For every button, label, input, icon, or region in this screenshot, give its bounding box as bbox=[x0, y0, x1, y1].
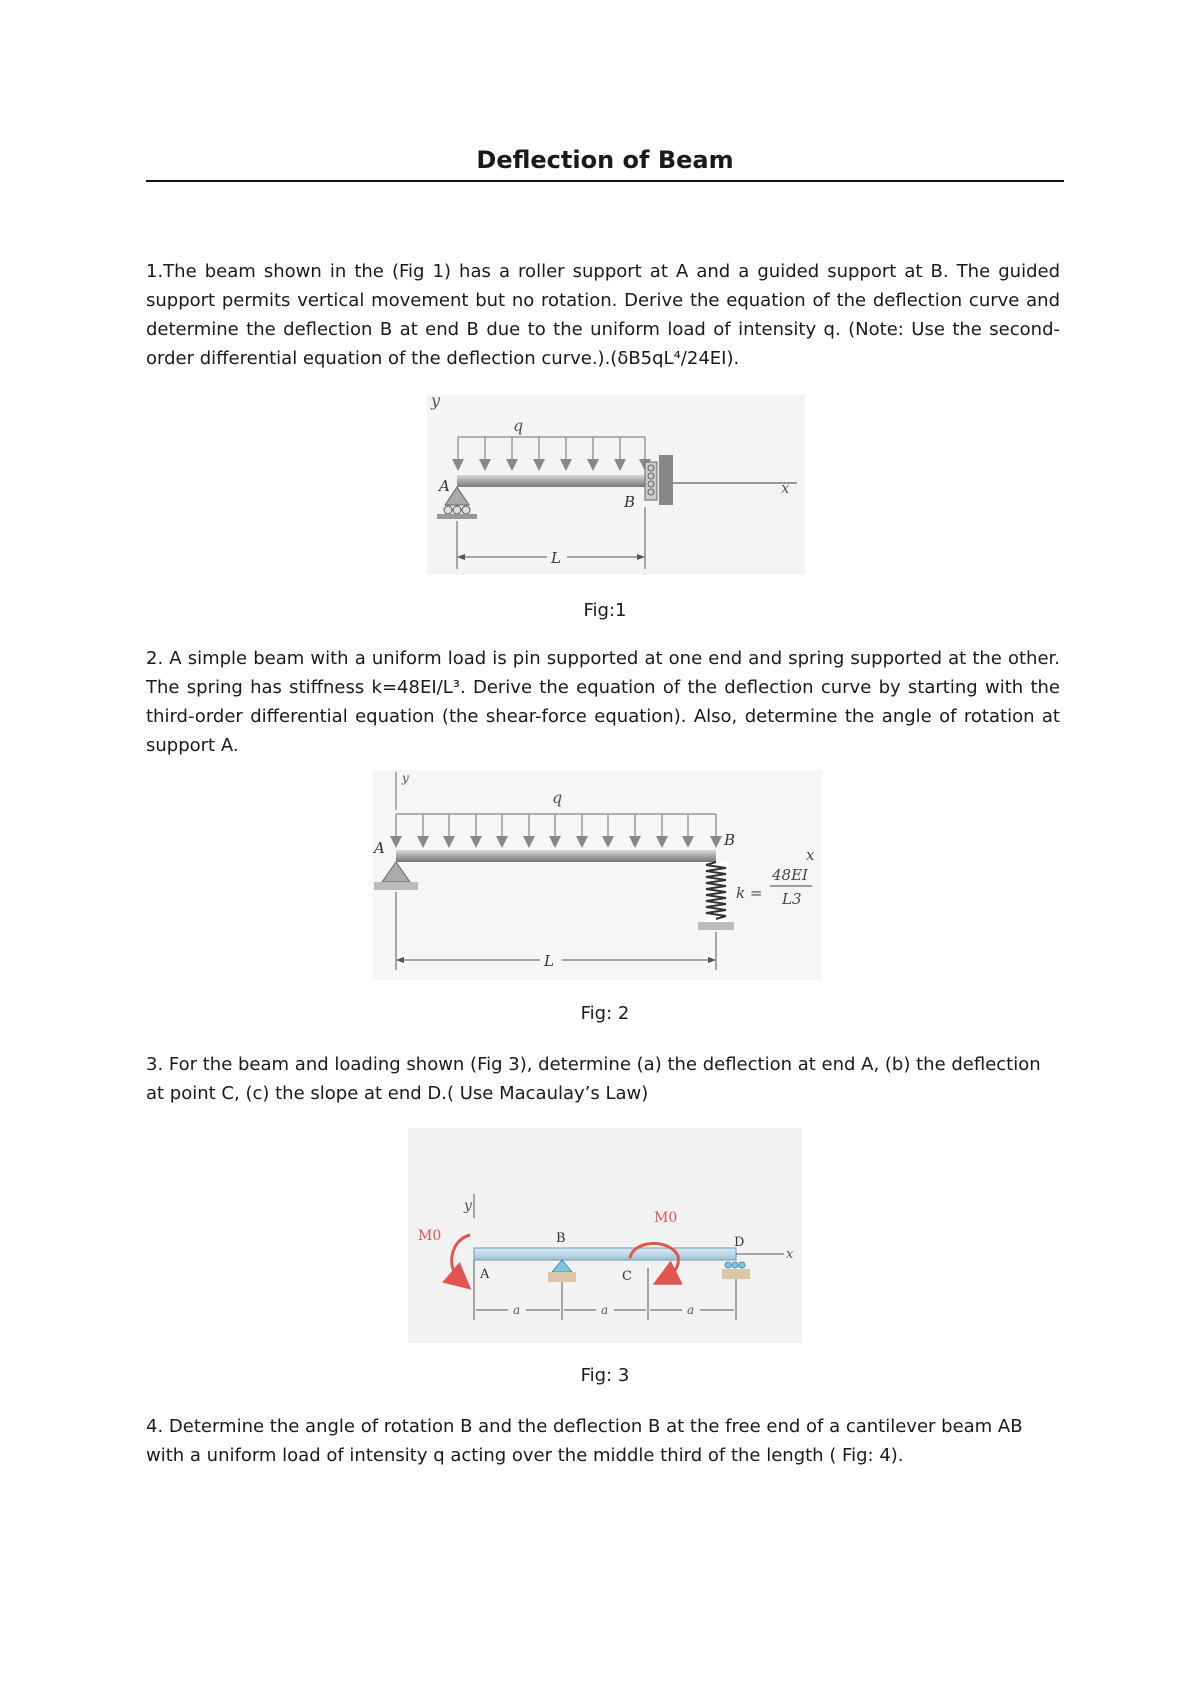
fig1-b-label: B bbox=[624, 493, 636, 511]
fig2-l-label: L bbox=[544, 952, 554, 970]
fig3-dim-a-2: a bbox=[601, 1303, 609, 1317]
fig1-a-label: A bbox=[439, 477, 450, 495]
fig2-k-denominator: L3 bbox=[782, 890, 802, 908]
fig1-l-label: L bbox=[551, 549, 561, 567]
fig2-q-label: q bbox=[552, 788, 563, 807]
figure-2 bbox=[372, 770, 822, 980]
fig3-c-label: C bbox=[622, 1269, 632, 1284]
problem-4-text: 4. Determine the angle of rotation B and the deflection B at the free end of a cantilever beam AB with a uniform load of intensity q acting over the middle third of the length ( Fig: 4). bbox=[146, 1416, 1023, 1466]
fig2-b-label: B bbox=[724, 831, 736, 849]
fig3-dim-a-1: a bbox=[513, 1303, 521, 1317]
fig3-support-d bbox=[725, 1262, 745, 1268]
fig1-wall bbox=[659, 455, 673, 505]
fig1-x-label: x bbox=[781, 479, 790, 497]
figure-3 bbox=[408, 1128, 802, 1343]
page-title: Deflection of Beam bbox=[476, 146, 734, 174]
fig2-a-label: A bbox=[374, 839, 385, 857]
fig3-a-label: A bbox=[480, 1267, 490, 1282]
fig1-beam bbox=[457, 475, 645, 487]
fig3-x-label: x bbox=[786, 1247, 794, 1262]
fig3-b-label: B bbox=[556, 1231, 566, 1246]
figure-3-caption: Fig: 3 bbox=[580, 1365, 630, 1386]
problem-1-text: 1.The beam shown in the (Fig 1) has a roller support at A and a guided support at B. The guided support permits vertical movement but no rotation. Derive the equation of the deflection curve and determine the deflection B at end B due to the uniform load of intensity q. (Note: Use the second-order differential equation of the deflection curve.).(δB5qL⁴/24EI). bbox=[146, 261, 1060, 369]
fig2-k-numerator: 48EI bbox=[772, 866, 808, 884]
figure-2-caption: Fig: 2 bbox=[580, 1003, 630, 1024]
fig2-y-label: y bbox=[402, 771, 409, 785]
fig3-beam bbox=[474, 1248, 736, 1260]
fig2-beam bbox=[396, 850, 716, 862]
fig3-m0-right-label: M0 bbox=[654, 1210, 678, 1226]
fig3-dim-a-3: a bbox=[687, 1303, 695, 1317]
fig3-y-label: y bbox=[464, 1198, 472, 1214]
fig2-x-label: x bbox=[806, 846, 815, 864]
fig3-m0-left-label: M0 bbox=[418, 1228, 442, 1244]
fig1-y-label: y bbox=[431, 395, 441, 410]
title-rule bbox=[146, 180, 1064, 182]
problem-2-text: 2. A simple beam with a uniform load is pin supported at one end and spring supported at the other. The spring has stiffness k=48EI/L³. Derive the equation of the deflection curve by starting with the third-order differential equation (the shear-force equation). Also, determine the angle of rotation at support A. bbox=[146, 648, 1060, 756]
problem-3-text: 3. For the beam and loading shown (Fig 3), determine (a) the deflection at end A, (b) the deflection at point C, (c) the slope at end D.( Use Macaulay’s Law) bbox=[146, 1054, 1041, 1104]
fig2-k-label: k = bbox=[736, 884, 763, 902]
figure-1 bbox=[427, 395, 805, 575]
fig3-d-label: D bbox=[734, 1235, 745, 1250]
fig1-q-label: q bbox=[513, 416, 524, 435]
figure-1-caption: Fig:1 bbox=[583, 600, 627, 621]
